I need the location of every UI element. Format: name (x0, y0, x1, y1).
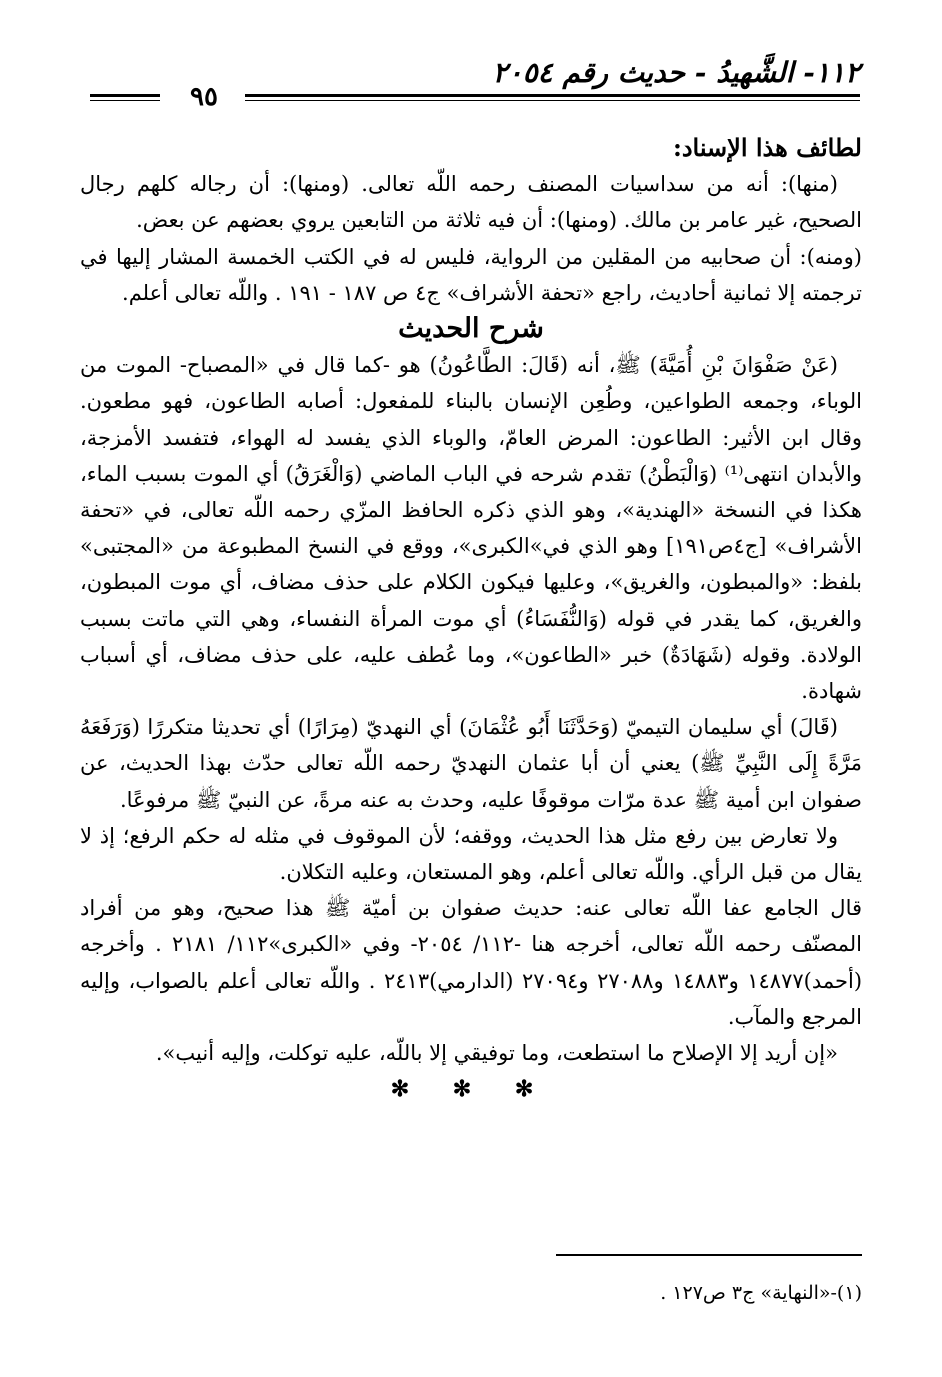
header-rule (245, 94, 860, 97)
header-rule-short-thin (90, 100, 160, 101)
paragraph: (ومنه): أن صحابيه من المقلين من الرواية، فليس له في الكتب الخمسة المشار إليها في ترجمته إلا ثمانية أحاديث، راجع «تحفة الأشراف» ج٤ ص ١٨٧ - ١٩١ . واللّه تعالى أعلم. (80, 244, 862, 305)
footnote: (١)-«النهاية» ج٣ ص١٢٧ . (660, 1282, 862, 1304)
paragraph: (عَنْ صَفْوَانَ بْنِ أُمَيَّةَ) ﷺ، أنه (قَالَ: الطَّاعُونُ) هو -كما قال في «المصباح- الموت من الوباء، وجمعه الطواعين، وطُعِن الإنسان بالبناء للمفعول: أصابه الطاعون، فهو مطعون. وقال ابن الأثير: الطاعون: المرض العامّ، والوباء الذي يفسد له الهواء، فتفسد الأمزجة، والأبدان انتهى⁽¹⁾ (وَالْبَطْنُ) تقدم شرحه في الباب الماضي (وَالْغَرَقُ) أي الموت بسبب الماء، هكذا في النسخة «الهندية»، وهو الذي ذكره الحافظ المزّي رحمه اللّه تعالى، في «تحفة الأشراف» [ج٤ص١٩١] وهو الذي في»الكبرى»، ووقع في النسخ المطبوعة من «المجتبى» بلفظ: «والمبطون، والغريق»، وعليها فيكون الكلام على حذف مضاف، أي موت المبطون، والغريق، كما يقدر في قوله (وَالنُّفَسَاءُ) أي موت المرأة النفساء، وهي التي ماتت بسبب الولادة. وقوله (شَهَادَةٌ) خبر «الطاعون»، وما عُطف عليه، على حذف مضاف، أي أسباب شهادة. (80, 353, 863, 704)
paragraph: ولا تعارض بين رفع مثل هذا الحديث، ووقفه؛ لأن الموقوف في مثله له حكم الرفع؛ إذ لا يقال من قبل الرأي. واللّه تعالى أعلم، وهو المستعان، وعليه التكلان. (80, 823, 862, 885)
section-heading-lataif: لطائف هذا الإسناد: (672, 133, 862, 162)
main-text (80, 130, 862, 1107)
paragraph: (قَالَ) أي سليمان التيميّ (وَحَدَّثَنَا أَبُو عُثْمَانَ) أي النهديّ (مِرَارًا) أي تحديثا متكررًا (وَرَفَعَهُ مَرَّةً إِلَى النَّبِيِّ ﷺ) يعني أن أبا عثمان النهديّ رحمه اللّه تعالى حدّث بهذا الحديث، عن صفوان ابن أمية ﷺ عدة مرّات موقوفًا عليه، وحدث به عنه مرةً، عن النبيّ ﷺ مرفوعًا. (80, 715, 862, 812)
page-header (90, 52, 860, 112)
header-rule-short (90, 94, 160, 97)
page-number: ٩٥ (190, 82, 218, 112)
section-separator-stars: ✻ ✻ ✻ (390, 1076, 552, 1103)
footnote-rule (556, 1254, 862, 1256)
header-rule-thin (245, 100, 860, 101)
paragraph: قال الجامع عفا اللّه تعالى عنه: حديث صفوان بن أميّة ﷺ هذا صحيح، وهو من أفراد المصنّف رحمه اللّه تعالى، أخرجه هنا -١١٢/ ٢٠٥٤- وفي «الكبرى»١١٢/ ٢١٨١ . وأخرجه (أحمد)١٤٨٧٧ و١٤٨٨٣ و٢٧٠٨٨ و٢٧٠٩٤ (الدارمي)٢٤١٣ . واللّه تعالى أعلم بالصواب، وإليه المرجع والمآب. (80, 896, 863, 1029)
paragraph: «إن أريد إلا الإصلاح ما استطعت، وما توفيقي إلا باللّه، عليه توكلت، وإليه أنيب». (155, 1041, 838, 1066)
running-title: ١١٢- الشَّهيدُ - حديث رقم ٢٠٥٤ (492, 56, 860, 89)
section-heading-sharh: شرح الحديث (398, 313, 544, 345)
paragraph: (منها): أنه من سداسيات المصنف رحمه اللّه تعالى. (ومنها): أن رجاله كلهم رجال الصحيح، غير عامر بن مالك. (ومنها): أن فيه ثلاثة من التابعين يروي بعضهم عن بعض. (80, 172, 862, 233)
